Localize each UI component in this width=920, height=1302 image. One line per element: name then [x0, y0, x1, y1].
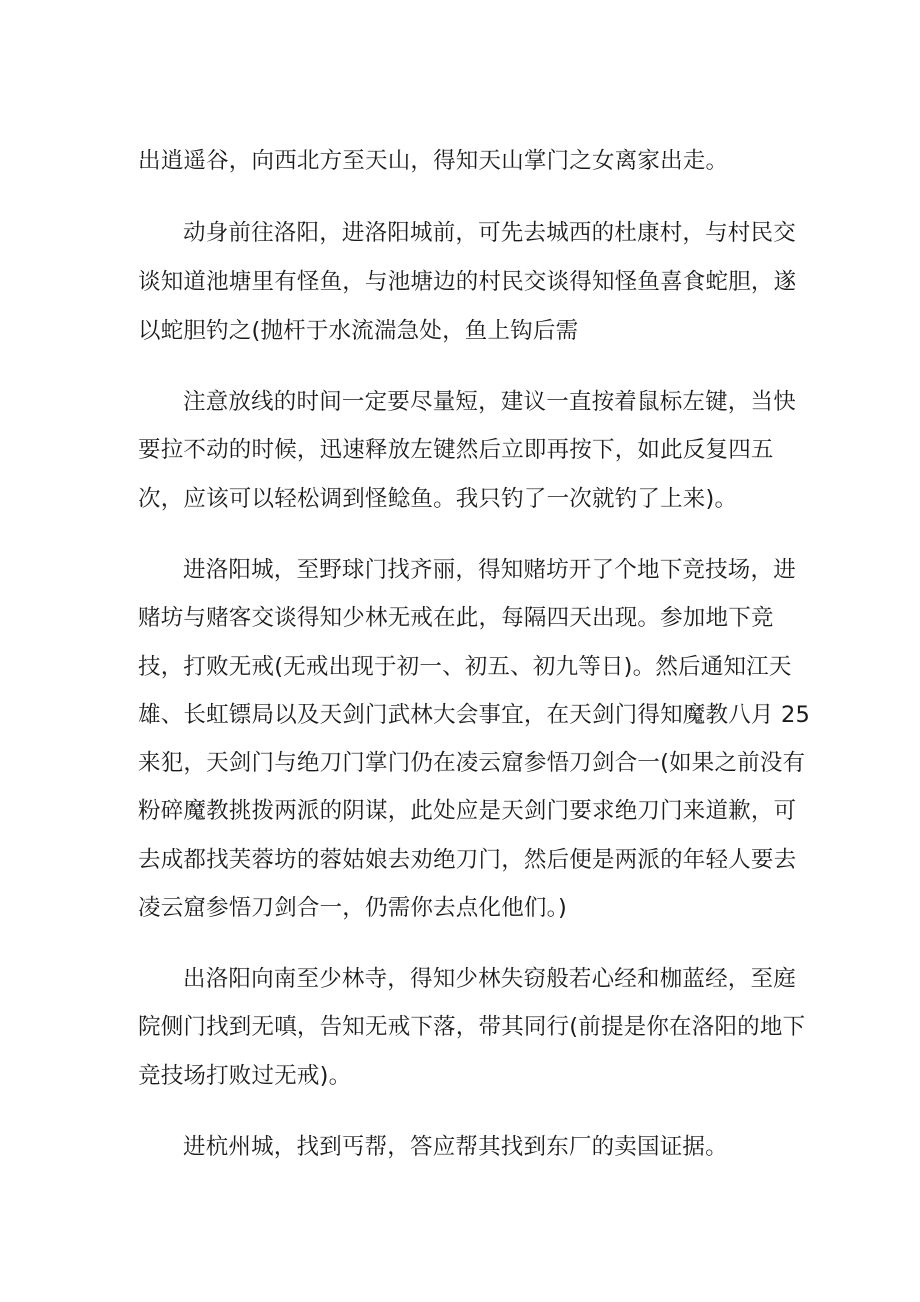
paragraph-4-line-1: 进洛阳城，至野球门找齐丽，得知赌坊开了个地下竞技场，进	[183, 557, 796, 583]
paragraph-4-line-8: 凌云窟参悟刀剑合一，仍需你去点化他们。)	[138, 895, 568, 921]
paragraph-6-line-1: 进杭州城，找到丐帮，答应帮其找到东厂的卖国证据。	[183, 1134, 728, 1160]
paragraph-5-line-2: 院侧门找到无嗔，告知无戒下落，带其同行(前提是你在洛阳的地下	[138, 1014, 806, 1040]
paragraph-4-line-2: 赌坊与赌客交谈得知少林无戒在此，每隔四天出现。参加地下竞	[138, 605, 774, 631]
paragraph-3-line-1: 注意放线的时间一定要尽量短，建议一直按着鼠标左键，当快	[183, 389, 796, 415]
paragraph-3-line-3: 次，应该可以轻松调到怪鲶鱼。我只钓了一次就钓了上来)。	[138, 486, 738, 512]
paragraph-4-line-6: 粉碎魔教挑拨两派的阴谋，此处应是天剑门要求绝刀门来道歉，可	[138, 798, 797, 824]
paragraph-4-line-3: 技，打败无戒(无戒出现于初一、初五、初九等日)。然后通知江天	[138, 654, 792, 680]
paragraph-5-line-1: 出洛阳向南至少林寺，得知少林失窃般若心经和枷蓝经，至庭	[183, 966, 796, 992]
paragraph-2-line-3: 以蛇胆钓之(抛杆于水流湍急处，鱼上钩后需	[138, 318, 579, 344]
paragraph-2-line-2: 谈知道池塘里有怪鱼，与池塘边的村民交谈得知怪鱼喜食蛇胆，遂	[138, 269, 797, 295]
paragraph-4-line-7: 去成都找芙蓉坊的蓉姑娘去劝绝刀门，然后便是两派的年轻人要去	[138, 847, 797, 873]
paragraph-2-line-1: 动身前往洛阳，进洛阳城前，可先去城西的杜康村，与村民交	[183, 220, 796, 246]
paragraph-1-line-1: 出逍遥谷，向西北方至天山，得知天山掌门之女离家出走。	[138, 148, 729, 174]
paragraph-4-line-4: 雄、长虹镖局以及天剑门武林大会事宜，在天剑门得知魔教八月 25	[138, 702, 810, 728]
paragraph-3-line-2: 要拉不动的时候，迅速释放左键然后立即再按下，如此反复四五	[138, 437, 774, 463]
paragraph-5-line-3: 竞技场打败过无戒)。	[138, 1063, 352, 1089]
paragraph-4-line-5: 来犯，天剑门与绝刀门掌门仍在凌云窟参悟刀剑合一(如果之前没有	[138, 750, 806, 776]
